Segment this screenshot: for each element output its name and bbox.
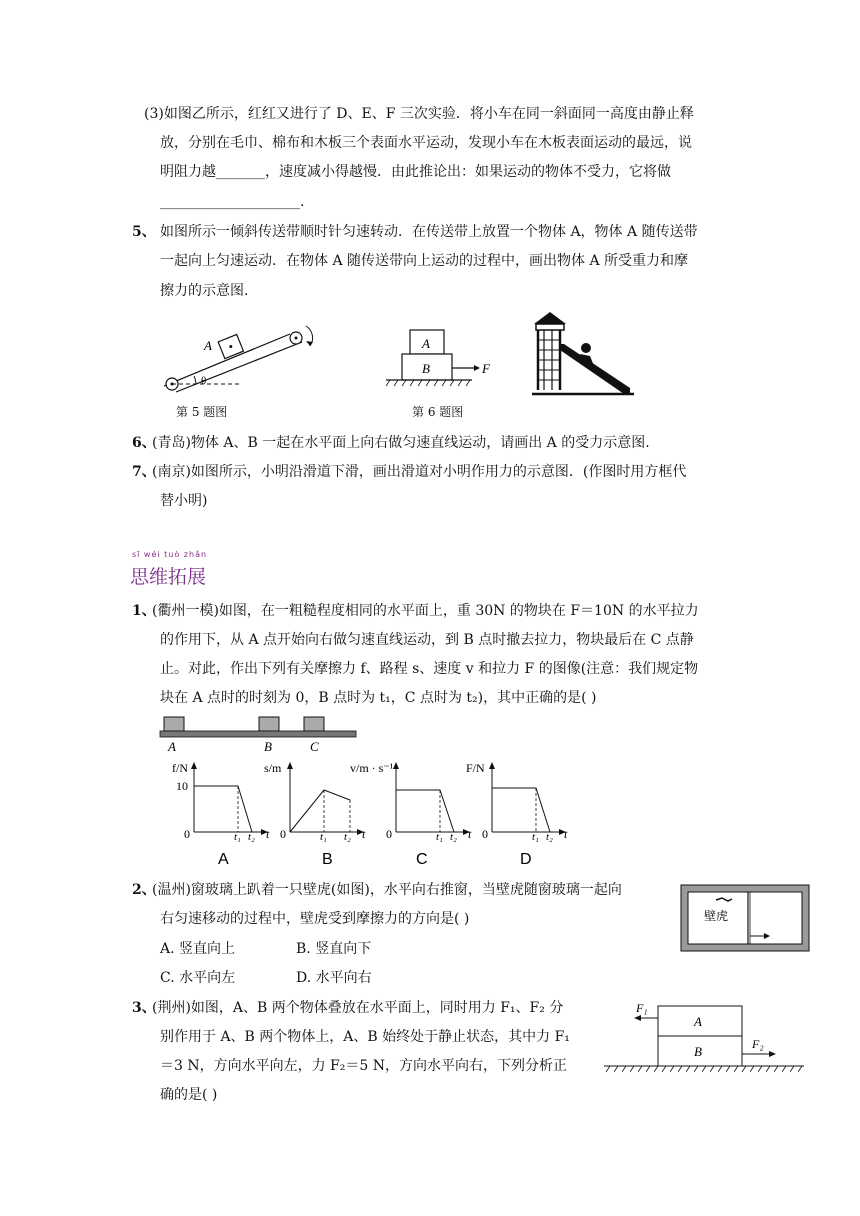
graph-d-t1: t₁ xyxy=(532,831,539,843)
e3-blocks-figure xyxy=(604,998,810,1082)
e2-option-a: A. 竖直向上 xyxy=(160,941,236,957)
graph-a-tick: 10 xyxy=(176,779,188,793)
e3-number: 3、 xyxy=(132,1000,156,1016)
e1-line-4: 块在 A 点时的时刻为 0，B 点时为 t₁，C 点时为 t₂)，其中正确的是( ) xyxy=(160,690,597,706)
graph-c-origin: 0 xyxy=(386,827,392,841)
section-title: 思维拓展 xyxy=(130,566,207,588)
graph-a-t1: t₁ xyxy=(234,831,241,843)
fig5-label-theta: θ xyxy=(201,375,207,387)
q5-line-2: 一起向上匀速运动．在物体 A 随传送带向上运动的过程中，画出物体 A 所受重力和摩 xyxy=(160,253,689,269)
e2-option-b: B. 竖直向下 xyxy=(296,941,372,957)
e2-option-c: C. 水平向左 xyxy=(160,970,236,986)
e1-line-3: 止。对此，作出下列有关摩擦力 f、路程 s、速度 v 和拉力 F 的图像(注意：我们规定物 xyxy=(160,661,699,677)
track-label-b: B xyxy=(264,739,272,754)
e2-gecko-label: 壁虎 xyxy=(704,909,729,923)
e2-number: 2、 xyxy=(132,882,156,898)
e3-label-f1: F₁ xyxy=(636,1001,648,1015)
e3-line-1: (荆州)如图，A、B 两个物体叠放在水平面上，同时用力 F₁、F₂ 分 xyxy=(152,1000,564,1016)
graph-b-option: B xyxy=(322,851,333,868)
track-label-a: A xyxy=(168,739,176,754)
graph-b-ylabel: s/m xyxy=(264,761,282,775)
graph-b-t2: t₂ xyxy=(344,831,351,843)
fig6-label-b: B xyxy=(422,361,430,376)
e3-line-2: 别作用于 A、B 两个物体上，A、B 始终处于静止状态，其中力 F₁ xyxy=(160,1029,570,1045)
e1-number: 1、 xyxy=(132,603,156,619)
q3-line-1: (3)如图乙所示，红红又进行了 D、E、F 三次实验．将小车在同一斜面同一高度由静止释 xyxy=(144,106,694,122)
graph-d-t2: t₂ xyxy=(546,831,553,843)
q3-line-2: 放，分别在毛巾、棉布和木板三个表面水平运动，发现小车在木板表面运动的最远，说 xyxy=(160,135,692,151)
q7-line-1: (南京)如图所示，小明沿滑道下滑，画出滑道对小明作用力的示意图．(作图时用方框代 xyxy=(152,464,687,480)
graph-b-t1: t₁ xyxy=(320,831,327,843)
track-label-c: C xyxy=(310,739,319,754)
fig6-label-a: A xyxy=(422,336,430,351)
graph-c-velocity xyxy=(350,760,480,868)
q7-line-2: 替小明) xyxy=(160,493,208,509)
e2-option-d: D. 水平向右 xyxy=(296,970,372,986)
q5-number: 5、 xyxy=(132,224,156,240)
graph-c-option: C xyxy=(416,851,428,868)
graph-c-ylabel: v/m · s⁻¹ xyxy=(350,761,394,775)
e2-line-2: 右匀速移动的过程中，壁虎受到摩擦力的方向是( ) xyxy=(160,911,470,927)
graph-d-option: D xyxy=(520,851,532,868)
q6-number: 6、 xyxy=(132,435,156,451)
graph-c-t: t xyxy=(468,827,472,841)
graph-d-t: t xyxy=(564,827,568,841)
graph-a-ylabel: f/N xyxy=(172,761,188,775)
graph-b-t: t xyxy=(362,827,366,841)
graph-b-distance xyxy=(264,760,374,866)
section-pinyin: sī wéi tuò zhǎn xyxy=(132,550,208,559)
q5-line-1: 如图所示一倾斜传送带顺时针匀速转动．在传送带上放置一个物体 A，物体 A 随传送带 xyxy=(160,224,698,240)
graph-d-origin: 0 xyxy=(482,827,488,841)
fig6-label-f: F xyxy=(482,361,490,376)
e2-window-figure xyxy=(680,884,812,954)
e1-track-figure xyxy=(160,714,360,754)
e1-line-2: 的作用下，从 A 点开始向右做匀速直线运动，到 B 点时撤去拉力，物块最后在 C 点静 xyxy=(160,632,694,648)
e1-line-1: (衢州一模)如图，在一粗糙程度相同的水平面上，重 30N 的物块在 F＝10N 的水平拉力 xyxy=(152,603,699,619)
e3-label-f2: F₂ xyxy=(752,1037,764,1051)
e3-line-4: 确的是( ) xyxy=(160,1087,218,1103)
q6-text: (青岛)物体 A、B 一起在水平面上向右做匀速直线运动，请画出 A 的受力示意图. xyxy=(152,435,650,451)
graph-a-origin: 0 xyxy=(184,827,190,841)
graph-a-friction xyxy=(168,760,278,866)
graph-a-option: A xyxy=(218,851,229,868)
q3-line-3: 明阻力越_______，速度减小得越慢．由此推论出：如果运动的物体不受力，它将做 xyxy=(160,164,671,180)
q7-number: 7、 xyxy=(132,464,156,480)
e3-line-3: ＝3 N，方向水平向左，力 F₂＝5 N，方向水平向右，下列分析正 xyxy=(160,1058,567,1074)
fig6-caption: 第 6 题图 xyxy=(412,405,464,419)
q5-line-3: 擦力的示意图. xyxy=(160,283,249,299)
fig5-label-a: A xyxy=(204,338,212,353)
graph-d-ylabel: F/N xyxy=(466,761,485,775)
graph-b-origin: 0 xyxy=(280,827,286,841)
figure-5-conveyor xyxy=(160,318,330,400)
graph-c-t1: t₁ xyxy=(436,831,443,843)
figure-7-slide xyxy=(530,310,636,396)
e2-line-1: (温州)窗玻璃上趴着一只壁虎(如图)，水平向右推窗，当壁虎随窗玻璃一起向 xyxy=(152,882,622,898)
fig5-caption: 第 5 题图 xyxy=(176,405,228,419)
e3-label-b: B xyxy=(694,1044,702,1059)
graph-c-t2: t₂ xyxy=(450,831,457,843)
figure-6-blocks xyxy=(380,324,510,394)
graph-a-t2: t₂ xyxy=(248,831,255,843)
e3-label-a: A xyxy=(694,1014,702,1029)
q3-line-4: ____________________. xyxy=(160,194,305,210)
graph-a-t: t xyxy=(266,827,270,841)
graph-d-force xyxy=(466,760,576,866)
